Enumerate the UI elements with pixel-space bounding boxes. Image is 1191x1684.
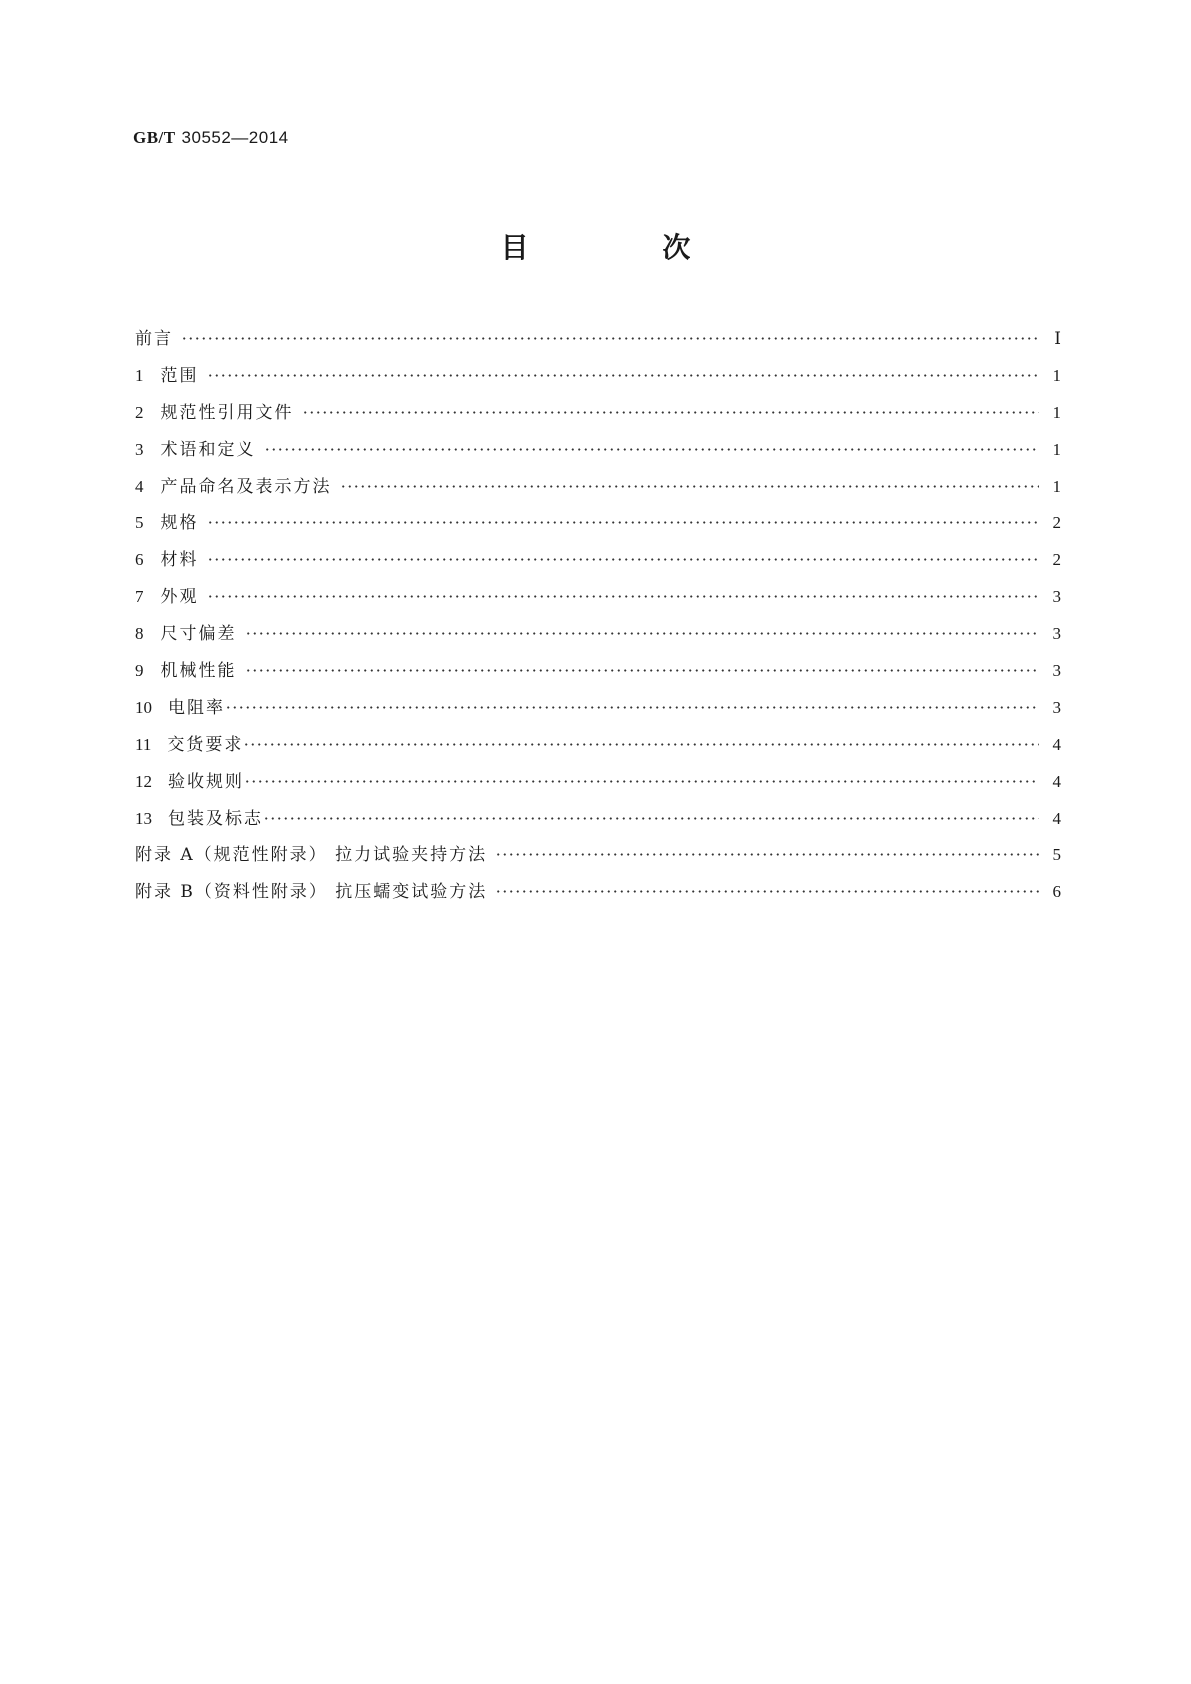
toc-title: 目 次 <box>500 231 753 264</box>
toc-entry-number: 10 <box>135 697 152 717</box>
toc-entry-page: 4 <box>1052 771 1061 791</box>
toc-entry-page: 4 <box>1052 808 1061 828</box>
toc-entry-page: 3 <box>1052 697 1061 717</box>
toc-entry-label: 材料 <box>160 550 199 571</box>
toc-entry-page: 2 <box>1052 550 1061 570</box>
toc-entry-11[interactable] <box>135 730 1061 767</box>
toc-leader-dots <box>264 448 1040 451</box>
toc-leader-dots <box>207 558 1040 561</box>
toc-entry-label: 电阻率 <box>168 697 225 718</box>
toc-entry-page: 3 <box>1052 661 1061 681</box>
toc-entry-8[interactable] <box>135 619 1061 656</box>
toc-entry-page: 5 <box>1052 845 1061 865</box>
toc-entry-label: 规格 <box>160 513 199 534</box>
toc-entry-label: 范围 <box>160 365 199 386</box>
toc-entry-appendix-b[interactable] <box>135 877 1061 914</box>
toc-entry-page: 1 <box>1052 439 1061 459</box>
toc-leader-dots <box>207 521 1040 524</box>
toc-entry-page: 2 <box>1052 513 1061 533</box>
toc-leader-dots <box>245 669 1040 672</box>
toc-entry-number: 3 <box>135 439 144 459</box>
toc-entry-page: 3 <box>1052 624 1061 644</box>
toc-entry-number: 7 <box>135 587 144 607</box>
standard-code <box>133 128 289 148</box>
toc-leader-dots <box>245 632 1040 635</box>
toc-leader-dots <box>181 337 1039 340</box>
toc-entry-9[interactable] <box>135 656 1061 693</box>
toc-entry-label: 尺寸偏差 <box>160 624 237 645</box>
toc-entry-3[interactable] <box>135 435 1061 472</box>
toc-entry-label: 外观 <box>160 587 199 608</box>
toc-leader-dots <box>207 374 1040 377</box>
toc-entry-page: Ⅰ <box>1054 329 1061 348</box>
toc-entry-10[interactable] <box>135 693 1061 730</box>
toc-entry-appendix-a[interactable] <box>135 840 1061 877</box>
toc-entry-page: 1 <box>1052 365 1061 385</box>
toc-entry-number: 5 <box>135 513 144 533</box>
toc-leader-dots <box>302 411 1040 414</box>
toc-entry-page: 1 <box>1052 476 1061 496</box>
toc-leader-dots <box>207 595 1040 598</box>
standard-number: 30552—2014 <box>181 128 289 147</box>
toc-entry-label: 验收规则 <box>168 771 244 792</box>
table-of-contents <box>135 324 1061 914</box>
toc-leader-dots <box>495 890 1039 893</box>
toc-entry-label: 包装及标志 <box>168 808 263 829</box>
toc-leader-dots <box>495 853 1039 856</box>
toc-entry-13[interactable] <box>135 804 1061 841</box>
toc-entry-label: 术语和定义 <box>160 439 256 460</box>
toc-entry-number: 13 <box>135 808 152 828</box>
toc-entry-label: 交货要求 <box>167 734 244 755</box>
toc-entry-label: 产品命名及表示方法 <box>160 476 332 497</box>
toc-leader-dots <box>225 706 1039 709</box>
toc-entry-2[interactable] <box>135 398 1061 435</box>
toc-entry-label: 机械性能 <box>160 661 237 682</box>
toc-entry-6[interactable] <box>135 545 1061 582</box>
toc-entry-foreword[interactable] <box>135 324 1061 361</box>
toc-entry-number: 4 <box>135 476 144 496</box>
toc-entry-7[interactable] <box>135 582 1061 619</box>
toc-entry-label: 前言 <box>135 329 173 349</box>
toc-entry-5[interactable] <box>135 508 1061 545</box>
toc-entry-number: 9 <box>135 661 144 681</box>
toc-entry-number: 8 <box>135 624 144 644</box>
toc-entry-number: 2 <box>135 402 144 422</box>
toc-leader-dots <box>340 485 1040 488</box>
toc-entry-number: 1 <box>135 365 144 385</box>
toc-entry-number: 6 <box>135 550 144 570</box>
toc-entry-page: 1 <box>1052 402 1061 422</box>
toc-entry-page: 3 <box>1052 587 1061 607</box>
toc-entry-page: 4 <box>1052 734 1061 754</box>
toc-entry-number: 12 <box>135 771 152 791</box>
toc-leader-dots <box>243 743 1039 746</box>
toc-entry-label: 附录 A（规范性附录） 拉力试验夹持方法 <box>135 845 488 866</box>
toc-entry-number: 11 <box>135 734 152 754</box>
toc-leader-dots <box>263 817 1039 820</box>
toc-entry-label: 附录 B（资料性附录） 抗压蠕变试验方法 <box>135 882 488 903</box>
toc-entry-1[interactable] <box>135 361 1061 398</box>
toc-entry-label: 规范性引用文件 <box>160 402 294 423</box>
toc-entry-12[interactable] <box>135 767 1061 804</box>
toc-leader-dots <box>244 780 1039 783</box>
standard-prefix: GB/T <box>133 128 176 147</box>
toc-entry-page: 6 <box>1052 882 1061 902</box>
toc-entry-4[interactable] <box>135 472 1061 509</box>
